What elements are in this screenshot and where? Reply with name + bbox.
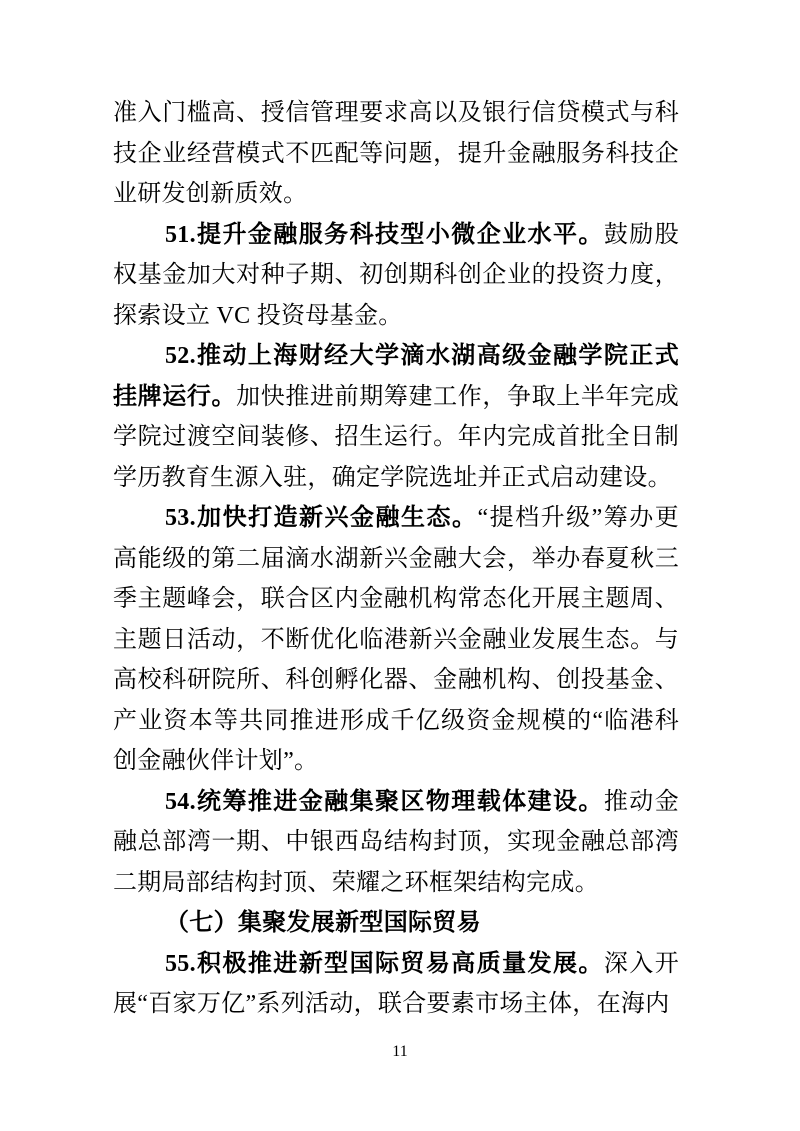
list-item-52: [113, 336, 679, 498]
document-body: [113, 93, 679, 1025]
list-item-54: [113, 782, 679, 904]
item-55-heading: 55.积极推进新型国际贸易高质量发展。: [165, 950, 604, 977]
item-53-body: “提档升级”筹办更高能级的第二届滴水湖新兴金融大会，举办春夏秋三季主题峰会，联合区内金融机构常态化开展主题周、主题日活动，不断优化临港新兴金融业发展生态。与高校科研院所、科创孵化器、金融机构、创投基金、产业资本等共同推进形成千亿级资金规模的“临港科创金融伙伴计划”。: [113, 505, 679, 774]
list-item-55: [113, 944, 679, 1025]
page-number: 11: [392, 1043, 408, 1060]
item-53-heading: 53.加快打造新兴金融生态。: [165, 505, 478, 531]
paragraph-continuation: [113, 93, 679, 215]
item-52-heading: 52.推动上海财经大学滴水湖高级金融学院正式挂牌运行。: [113, 343, 679, 410]
item-54-body: 推动金融总部湾一期、中银西岛结构封顶，实现金融总部湾二期局部结构封顶、荣耀之环框架结构完成。: [113, 788, 679, 896]
list-item-53: [113, 498, 679, 782]
list-item-51: [113, 215, 679, 337]
section-heading-7: [113, 903, 679, 944]
item-51-heading: 51.提升金融服务科技型小微企业水平。: [165, 221, 604, 248]
item-51-body: 鼓励股权基金加大对种子期、初创期科创企业的投资力度，探索设立 VC 投资母基金。: [113, 221, 679, 329]
item-55-body: 深入开展“百家万亿”系列活动，联合要素市场主体，在海内: [113, 950, 679, 1017]
item-52-body: 加快推进前期筹建工作，争取上半年完成学院过渡空间装修、招生运行。年内完成首批全日制学历教育生源入驻，确定学院选址并正式启动建设。: [113, 383, 680, 491]
text-segment: 准入门槛高、授信管理要求高以及银行信贷模式与科技企业经营模式不匹配等问题，提升金融服务科技企业研发创新质效。: [113, 100, 679, 207]
item-54-heading: 54.统筹推进金融集聚区物理载体建设。: [165, 788, 604, 815]
section-heading-text: （七）集聚发展新型国际贸易: [165, 910, 481, 936]
